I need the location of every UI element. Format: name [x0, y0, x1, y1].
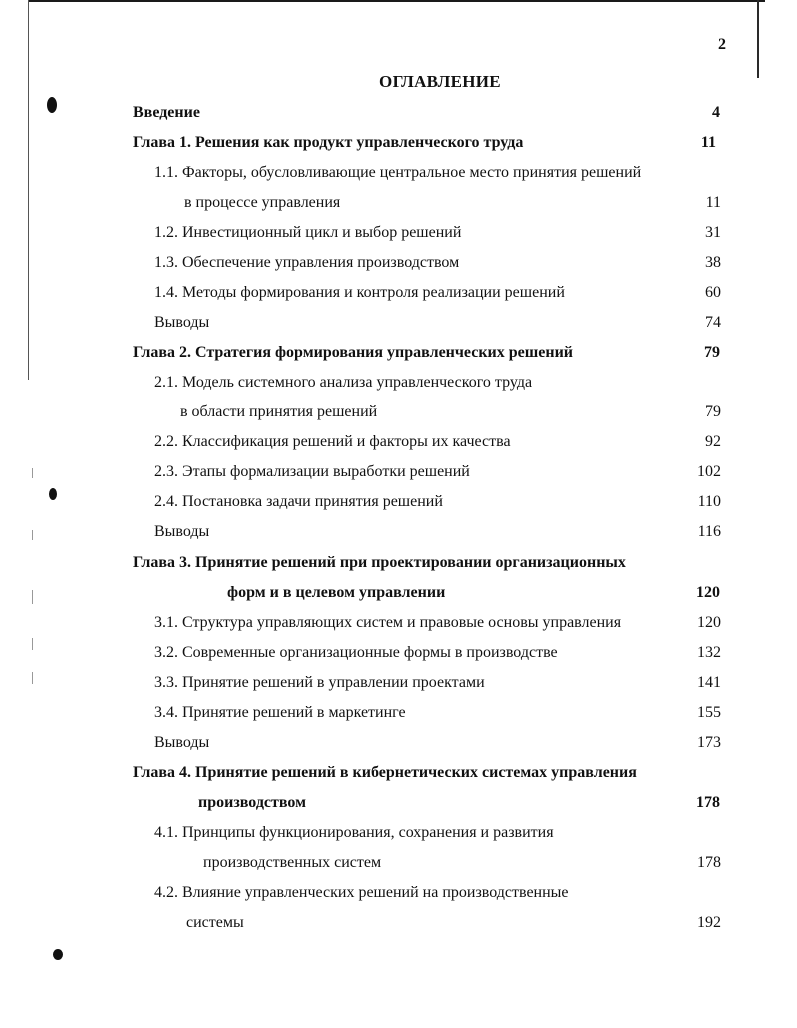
- toc-page-number: 74: [705, 314, 721, 331]
- toc-page-number: 79: [705, 403, 721, 420]
- toc-page-number: 141: [697, 674, 721, 691]
- toc-section-4-1-cont: производственных систем: [203, 854, 382, 871]
- toc-page-number: 120: [696, 584, 720, 601]
- toc-page-number: 132: [697, 644, 721, 661]
- toc-section-2-1: 2.1. Модель системного анализа управленческого труда: [154, 374, 533, 391]
- scan-mark: [32, 672, 33, 684]
- toc-section-3-4: 3.4. Принятие решений в маркетинге: [154, 704, 406, 721]
- toc-section-4-2-cont: системы: [186, 914, 244, 931]
- toc-section-1-4: 1.4. Методы формирования и контроля реализации решений: [154, 284, 565, 301]
- toc-section-1-2: 1.2. Инвестиционный цикл и выбор решений: [154, 224, 462, 241]
- toc-page-number: 92: [705, 433, 721, 450]
- toc-section-3-3: 3.3. Принятие решений в управлении проектами: [154, 674, 485, 691]
- toc-conclusions-1: Выводы: [154, 314, 210, 331]
- scan-edge-top: [28, 0, 765, 2]
- scan-mark: [32, 468, 33, 478]
- toc-page-number: 178: [696, 794, 720, 811]
- toc-page-number: 173: [697, 734, 721, 751]
- toc-chapter-2: Глава 2. Стратегия формирования управленческих решений: [133, 344, 574, 361]
- toc-title: ОГЛАВЛЕНИЕ: [379, 72, 501, 91]
- toc-section-1-1-cont: в процессе управления: [184, 194, 341, 211]
- toc-section-2-1-cont: в области принятия решений: [180, 403, 378, 420]
- scan-mark: [32, 530, 33, 540]
- scan-mark: [32, 638, 33, 650]
- toc-chapter-3-cont: форм и в целевом управлении: [227, 584, 446, 601]
- toc-entry-introduction: Введение: [133, 104, 200, 121]
- toc-page-number: 38: [705, 254, 721, 271]
- toc-page-number: 120: [697, 614, 721, 631]
- page-number: 2: [718, 36, 726, 53]
- toc-section-3-1: 3.1. Структура управляющих систем и правовые основы управления: [154, 614, 622, 631]
- toc-chapter-3: Глава 3. Принятие решений при проектировании организационных: [133, 554, 626, 571]
- toc-page-number: 11: [705, 194, 721, 211]
- toc-page-number: 79: [704, 344, 720, 361]
- toc-page-number: 60: [705, 284, 721, 301]
- toc-section-2-4: 2.4. Постановка задачи принятия решений: [154, 493, 443, 510]
- toc-conclusions-2: Выводы: [154, 523, 210, 540]
- toc-page-number: 31: [705, 224, 721, 241]
- toc-page-number: 192: [697, 914, 721, 931]
- binder-hole-mark: [49, 488, 57, 500]
- toc-page-number: 11: [700, 134, 716, 151]
- toc-chapter-4-cont: производством: [198, 794, 307, 811]
- toc-section-2-2: 2.2. Классификация решений и факторы их качества: [154, 433, 511, 450]
- scan-edge-left: [28, 0, 29, 380]
- toc-section-3-2: 3.2. Современные организационные формы в производстве: [154, 644, 558, 661]
- toc-chapter-4: Глава 4. Принятие решений в кибернетических системах управления: [133, 764, 637, 781]
- toc-page-number: 155: [697, 704, 721, 721]
- toc-page-number: 110: [697, 493, 721, 510]
- toc-conclusions-3: Выводы: [154, 734, 210, 751]
- toc-section-2-3: 2.3. Этапы формализации выработки решений: [154, 463, 470, 480]
- toc-page-number: 178: [697, 854, 721, 871]
- toc-section-1-3: 1.3. Обеспечение управления производством: [154, 254, 460, 271]
- scan-edge-right: [757, 0, 759, 78]
- toc-page-number: 102: [697, 463, 721, 480]
- toc-chapter-1: Глава 1. Решения как продукт управленческого труда: [133, 134, 524, 151]
- toc-page-number: 4: [712, 104, 720, 121]
- toc-section-4-1: 4.1. Принципы функционирования, сохранения и развития: [154, 824, 554, 841]
- toc-section-1-1: 1.1. Факторы, обусловливающие центральное место принятия решений: [154, 164, 642, 181]
- binder-hole-mark: [53, 949, 63, 960]
- scan-mark: [32, 590, 33, 604]
- binder-hole-mark: [47, 97, 57, 113]
- toc-page-number: 116: [697, 523, 721, 540]
- toc-section-4-2: 4.2. Влияние управленческих решений на производственные: [154, 884, 569, 901]
